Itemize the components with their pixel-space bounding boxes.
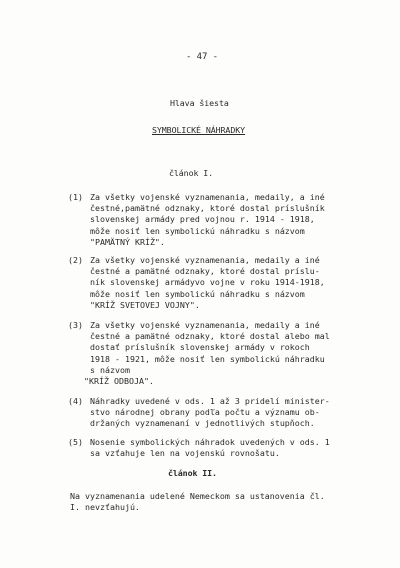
paragraph-number: (1) <box>68 192 83 202</box>
paragraph-line: čestné a pamätné odznaky, ktoré dostal príslu- <box>90 266 320 277</box>
paragraph-line: "PAMÄTNÝ KRÍŽ". <box>90 236 165 247</box>
paragraph-line: ník slovenskej armádyvo vojne v roku 1914-1918, <box>90 277 325 288</box>
paragraph-line: môže nosiť len symbolickú náhradku s názvom <box>90 225 305 236</box>
paragraph-line: dostať príslušník slovenskej armády v rokoch <box>90 342 310 353</box>
paragraph-1 <box>90 192 325 248</box>
paragraph-5 <box>90 437 330 459</box>
paragraph-line: čestné a pamätné odznaky, ktoré dostal alebo mal <box>90 331 330 342</box>
paragraph-line: Nosenie symbolických náhradok uvedených v ods. 1 <box>90 437 330 447</box>
paragraph-3 <box>84 320 330 387</box>
paragraph-line: s názvom <box>90 364 130 375</box>
paragraph-line: čestné,pamätné odznaky, ktoré dostal príslušník <box>90 203 325 214</box>
paragraph-number: (2) <box>68 255 83 265</box>
paragraph-line: I. nevzťahujú. <box>70 502 140 513</box>
paragraph-line: sa vzťahuje len na vojenskú rovnošatu. <box>90 448 280 459</box>
paragraph-line: Za všetky vojenské vyznamenania, medaily a iné <box>90 320 320 330</box>
paragraph-2 <box>90 255 325 311</box>
section-title: SYMBOLICKÉ NÁHRADKY <box>152 125 246 135</box>
paragraph-line: slovenskej armády pred vojnou r. 1914 - 1918, <box>90 214 315 225</box>
paragraph-number: (5) <box>68 437 83 447</box>
paragraph-line: Na vyznamenania udelené Nemeckom sa ustanovenia čl. <box>70 491 325 501</box>
paragraph-line: Za všetky vojenské vyznamenania, medaily, a iné <box>90 192 325 202</box>
article-2-title: článok II. <box>168 468 217 478</box>
paragraph-line: 1918 - 1921, môže nosiť len symbolickú náhradku <box>90 353 325 364</box>
paragraph-4 <box>90 396 330 430</box>
page-number: - 47 - <box>186 52 218 62</box>
paragraph-line: Náhradky uvedené v ods. 1 až 3 pridelí minister- <box>90 396 330 406</box>
paragraph-number: (3) <box>68 320 83 330</box>
paragraph-line: "KRÍŽ ODBOJA". <box>84 376 154 387</box>
closing-paragraph <box>70 491 325 513</box>
paragraph-line: Za všetky vojenské vyznamenania, medaily a iné <box>90 255 320 265</box>
paragraph-number: (4) <box>68 396 83 406</box>
paragraph-line: stvo národnej obrany podľa počtu a významu ob- <box>90 407 320 418</box>
chapter-title: Hlava šiesta <box>170 98 229 108</box>
article-1-title: článok I. <box>169 168 214 178</box>
paragraph-line: "KRÍŽ SVETOVEJ VOJNY". <box>90 299 200 310</box>
paragraph-line: držaných vyznamenaní v jednotlivých stupňoch. <box>90 418 315 429</box>
paragraph-line: môže nosiť len symbolickú náhradku s názvom <box>90 288 305 299</box>
